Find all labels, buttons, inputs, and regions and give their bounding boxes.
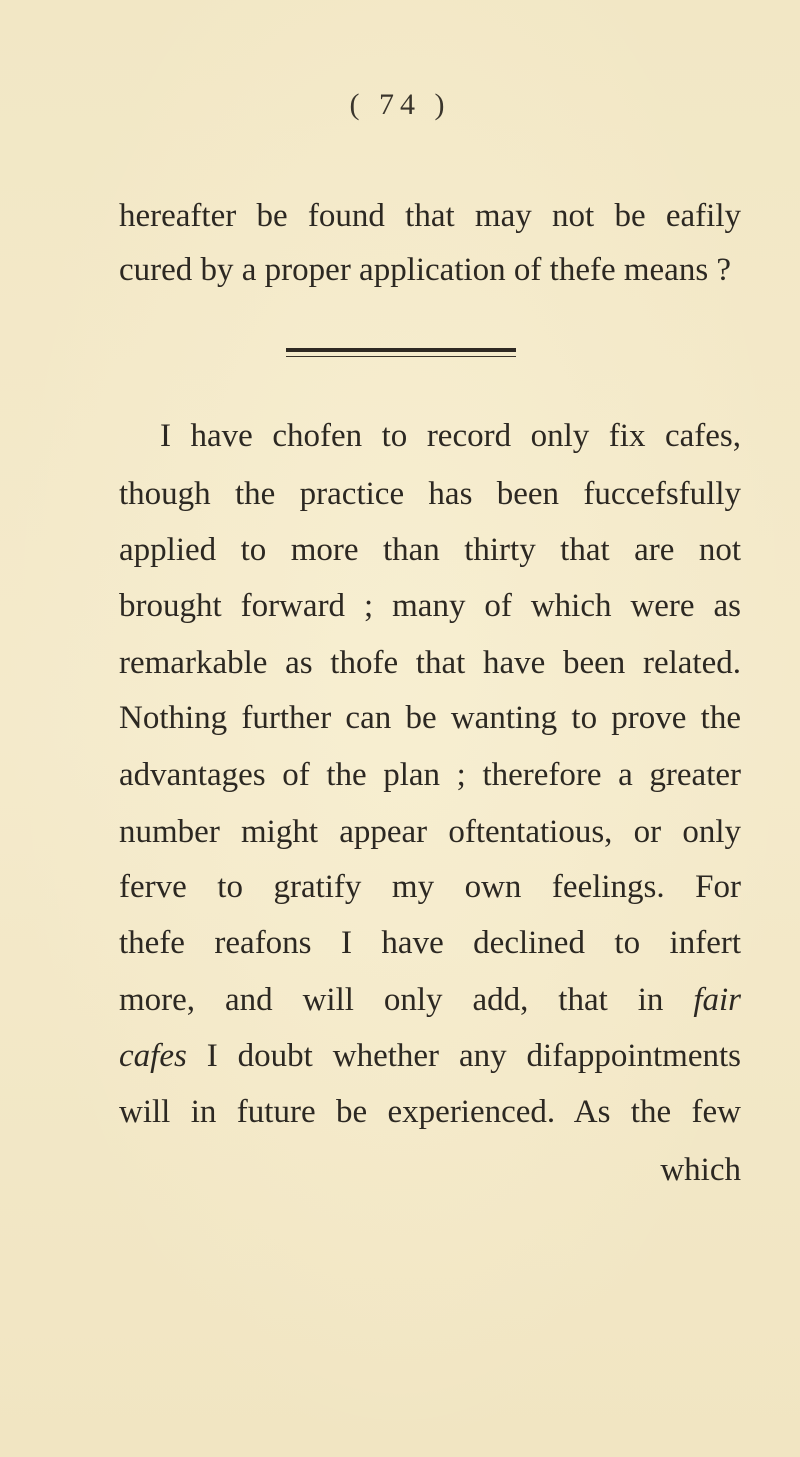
text-line: ferve to gratify my own feelings. For — [119, 869, 741, 905]
text-line: brought forward ; many of which were as — [119, 588, 741, 624]
text-line: number might appear oftentatious, or only — [119, 814, 741, 850]
text-line: cured by a proper application of thefe means ? — [119, 252, 732, 288]
text-line — [119, 1036, 741, 1076]
text-run: I doubt whether any difappointments — [206, 1038, 742, 1074]
text-line — [119, 980, 741, 1020]
text-line: remarkable as thofe that have been related. — [119, 645, 741, 681]
text-run: more, and will only add, that in — [119, 982, 664, 1018]
text-line: I have chofen to record only fix cafes, — [160, 418, 741, 454]
catchword: which — [660, 1152, 741, 1188]
page-number: ( 74 ) — [349, 88, 451, 121]
text-line: will in future be experienced. As the few — [119, 1094, 741, 1130]
section-divider — [286, 348, 516, 352]
italic-word: fair — [693, 982, 741, 1018]
text-line: though the practice has been fuccefsfully — [119, 476, 741, 512]
text-line: Nothing further can be wanting to prove the — [119, 700, 741, 736]
italic-word: cafes — [119, 1038, 187, 1074]
section-divider-thin — [286, 356, 516, 357]
text-line: applied to more than thirty that are not — [119, 532, 741, 568]
text-line: hereafter be found that may not be eafily — [119, 198, 741, 234]
text-line: advantages of the plan ; therefore a greater — [119, 757, 741, 793]
text-line: thefe reafons I have declined to infert — [119, 925, 741, 961]
